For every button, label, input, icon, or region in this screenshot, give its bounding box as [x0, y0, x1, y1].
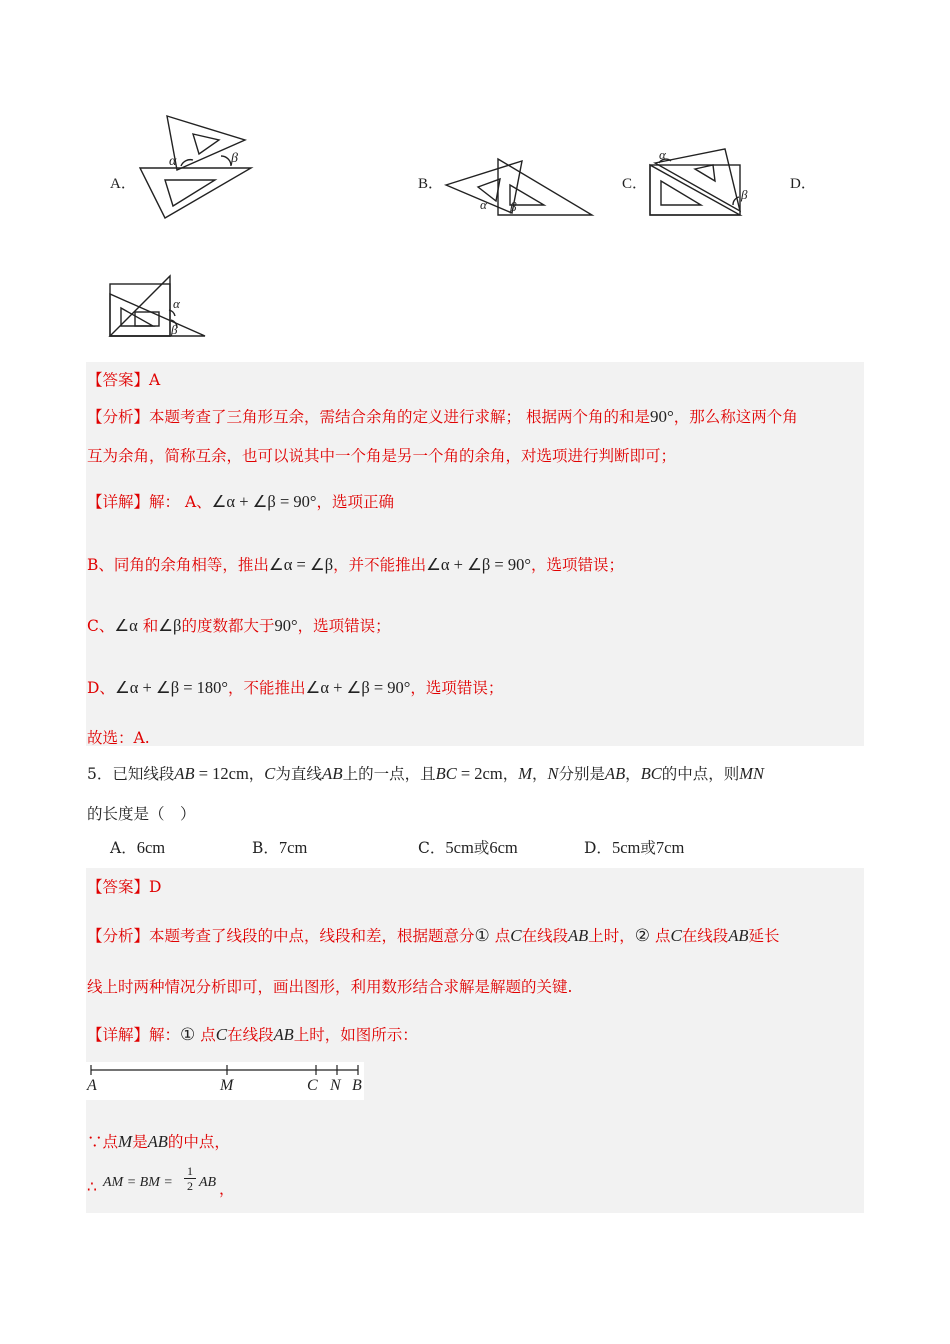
beta-label-b: β [510, 199, 517, 214]
q5-because-line [87, 1130, 230, 1152]
math-var: AB [605, 764, 626, 783]
detail-tag: 【详解】 [87, 1026, 150, 1044]
analysis-text: 在线段 [681, 927, 729, 945]
detail-text: 在线段 [227, 1026, 274, 1044]
detail-text: 解： [149, 1026, 181, 1044]
math-expr: ∠α [114, 616, 138, 635]
detail-text: ，选项错误； [297, 617, 391, 635]
analysis-text: 本题考查了线段的中点，线段和差，根据题意分 [149, 927, 475, 945]
q5-analysis-line-1 [87, 924, 780, 946]
point-a-label: A [87, 1077, 97, 1094]
point-c-label: C [307, 1077, 318, 1094]
q5-question-line-1 [87, 762, 764, 784]
math-var: BC [640, 764, 662, 783]
math-expr: ∠α = ∠β [268, 555, 334, 574]
option-b-label: B． [418, 176, 444, 192]
math-var: C [215, 1025, 228, 1044]
detail-text: B、同角的余角相等，推出 [87, 556, 269, 574]
detail-text: C、 [87, 617, 115, 635]
detail-text: 的中点， [167, 1133, 230, 1151]
math-var: M [118, 1132, 133, 1151]
math-var: AB [199, 1175, 217, 1190]
detail-text: 和 [137, 617, 159, 635]
answer-value: D [149, 878, 162, 896]
question-text: ， [502, 765, 519, 783]
option-label: B． [252, 839, 279, 857]
alpha-label-d: α [173, 296, 180, 311]
detail-text: ，不能推出 [228, 679, 306, 697]
math-expr: ∠α + ∠β = 90° [211, 492, 317, 511]
q4-answer-line [87, 368, 160, 390]
answer-tag: 【答案】 [87, 878, 150, 896]
q4-option-d-line [87, 676, 503, 698]
detail-text: ，选项错误； [410, 679, 504, 697]
math-var: BC [435, 764, 457, 783]
alpha-label-c: α [659, 147, 666, 162]
option-value: 6cm [136, 838, 166, 857]
option-label: D． [584, 839, 612, 857]
math-expr: = 12cm [194, 764, 249, 783]
math-expr: = 2cm [456, 764, 503, 783]
detail-tag: 【详解】 [87, 493, 150, 511]
q5-analysis-line-2: 线上时两种情况分析即可，画出图形，利用数形结合求解是解题的关键. [87, 978, 573, 996]
option-or: 或 [640, 839, 656, 857]
math-var: M [518, 764, 532, 783]
detail-text: 解： A、 [149, 493, 212, 511]
point-m-label: M [220, 1077, 234, 1094]
q4-analysis-line-1 [87, 405, 798, 427]
figure-a [135, 110, 255, 222]
figure-b [440, 155, 600, 221]
beta-label-d: β [171, 322, 178, 337]
question-text: 为直线 [275, 765, 322, 783]
question-text: 已知线段 [112, 765, 175, 783]
math-var: AB [728, 926, 749, 945]
detail-text: 上时，如图所示： [293, 1026, 418, 1044]
analysis-text: 点 [489, 927, 511, 945]
question-text: ， [531, 765, 548, 783]
math-expr: ∠α + ∠β = 90° [426, 555, 531, 574]
q5-option-d[interactable] [584, 836, 684, 858]
q5-option-a[interactable] [110, 836, 165, 858]
q4-detail-line [87, 490, 394, 512]
question-text: 分别是 [558, 765, 605, 783]
fraction-numerator: 1 [184, 1164, 196, 1179]
point-n-label: N [330, 1077, 341, 1094]
detail-text: ，选项正确 [316, 493, 394, 511]
alpha-label: α [169, 154, 177, 169]
q4-conclusion: 故选：A. [87, 729, 150, 747]
math-var: C [510, 926, 522, 945]
detail-text: 点 [102, 1133, 119, 1151]
analysis-text: 本题考查了三角形互余，需结合余角的定义进行求解； 根据两个角的和是 [149, 408, 650, 426]
option-or: 或 [473, 839, 490, 857]
math-var: AB [321, 764, 343, 783]
analysis-text: 上时， [588, 927, 635, 945]
analysis-text: 延长 [748, 927, 780, 945]
option-value: 5cm [445, 838, 474, 857]
circled-number: ① [180, 1025, 196, 1045]
option-a-label: A． [110, 176, 136, 192]
figure-c [645, 145, 760, 220]
question-text: ， [625, 765, 641, 783]
math-expr: ∠α + ∠β = 180° [114, 678, 229, 697]
beta-label: β [231, 151, 238, 166]
punctuation: ， [219, 1180, 235, 1198]
circled-number: ① [474, 926, 490, 946]
answer-value: A [149, 371, 161, 389]
math-var: C [264, 764, 276, 783]
analysis-tag: 【分析】 [87, 927, 150, 945]
therefore-symbol: ∴ [87, 1178, 97, 1196]
option-c-label: C． [622, 176, 648, 192]
detail-text: 是 [132, 1133, 148, 1151]
segment-diagram [86, 1062, 364, 1100]
detail-text: ，并不能推出 [333, 556, 427, 574]
math-var: N [547, 764, 559, 783]
math-var: C [670, 926, 682, 945]
q5-answer-line [87, 875, 161, 897]
question-text: 上的一点，且 [342, 765, 436, 783]
q5-option-c[interactable] [418, 836, 518, 858]
q5-option-b[interactable] [252, 836, 307, 858]
fraction-denominator: 2 [187, 1179, 193, 1193]
option-value: 5cm [611, 838, 641, 857]
beta-label-c: β [741, 187, 748, 202]
detail-text: 的度数都大于 [181, 617, 275, 635]
analysis-degree: 90° [649, 407, 674, 426]
answer-tag: 【答案】 [87, 371, 150, 389]
q4-option-c-line [87, 614, 391, 636]
detail-text: 点 [195, 1026, 216, 1044]
math-expr: 90° [274, 616, 298, 635]
option-value: 7cm [655, 838, 685, 857]
q4-analysis-line-2: 互为余角，简称互余，也可以说其中一个角是另一个角的余角，对选项进行判断即可； [87, 447, 677, 465]
math-expr: AM = BM = [103, 1175, 173, 1190]
analysis-tag: 【分析】 [87, 408, 150, 426]
math-var: AB [568, 926, 589, 945]
question-text: 的中点，则 [661, 765, 740, 783]
figure-d [105, 272, 210, 342]
detail-text: ，选项错误； [530, 556, 624, 574]
math-var: AB [273, 1025, 294, 1044]
math-expr: ∠β [158, 616, 182, 635]
math-var: AB [147, 1132, 168, 1151]
option-label: A． [110, 839, 137, 857]
alpha-label-b: α [480, 197, 487, 212]
analysis-text: 点 [650, 927, 671, 945]
option-d-label: D． [790, 176, 816, 192]
detail-text: D、 [87, 679, 115, 697]
analysis-text: 在线段 [521, 927, 569, 945]
math-var: MN [739, 764, 765, 783]
question-number: 5． [87, 765, 113, 783]
math-var: AB [174, 764, 195, 783]
option-value: 6cm [489, 838, 518, 857]
q4-option-b-line [87, 553, 624, 575]
point-b-label: B [352, 1077, 362, 1094]
option-value: 7cm [278, 838, 308, 857]
math-expr: ∠α + ∠β = 90° [305, 678, 411, 697]
circled-number: ② [634, 926, 651, 946]
because-symbol: ∵ [87, 1133, 103, 1151]
question-text: ， [248, 765, 265, 783]
q5-question-line-2: 的长度是（ ） [87, 805, 196, 823]
analysis-text: ，那么称这两个角 [673, 408, 798, 426]
option-label: C． [418, 839, 446, 857]
q5-detail-line [87, 1023, 418, 1045]
